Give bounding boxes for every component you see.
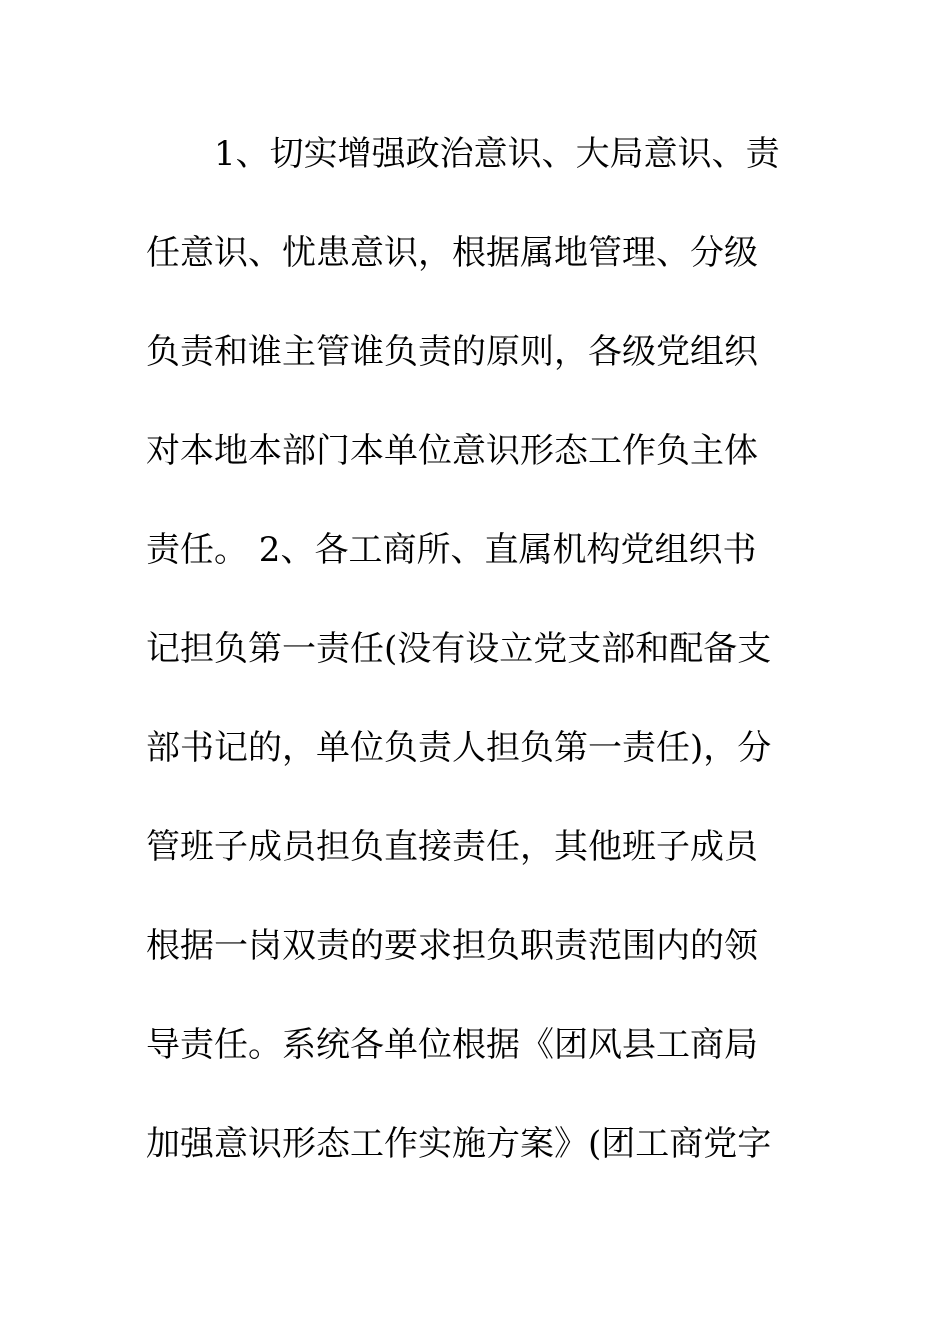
text-line: 根据一岗双责的要求担负职责范围内的领 (146, 926, 758, 966)
text-line: 部书记的，单位负责人担负第一责任)，分 (146, 728, 772, 768)
text-line: 责任。 2、各工商所、直属机构党组织书 (146, 530, 757, 570)
text-line: 1、切实增强政治意识、大局意识、责 (146, 134, 780, 174)
text-line: 导责任。系统各单位根据《团风县工商局 (146, 1025, 758, 1065)
text-line: 任意识、忧患意识，根据属地管理、分级 (146, 233, 758, 273)
text-line: 管班子成员担负直接责任，其他班子成员 (146, 827, 758, 867)
body-text (146, 126, 806, 1215)
text-line: 负责和谁主管谁负责的原则，各级党组织 (146, 332, 758, 372)
text-line: 对本地本部门本单位意识形态工作负主体 (146, 431, 758, 471)
text-line: 记担负第一责任(没有设立党支部和配备支 (146, 629, 772, 669)
text-line: 加强意识形态工作实施方案》(团工商党字 (146, 1124, 772, 1164)
